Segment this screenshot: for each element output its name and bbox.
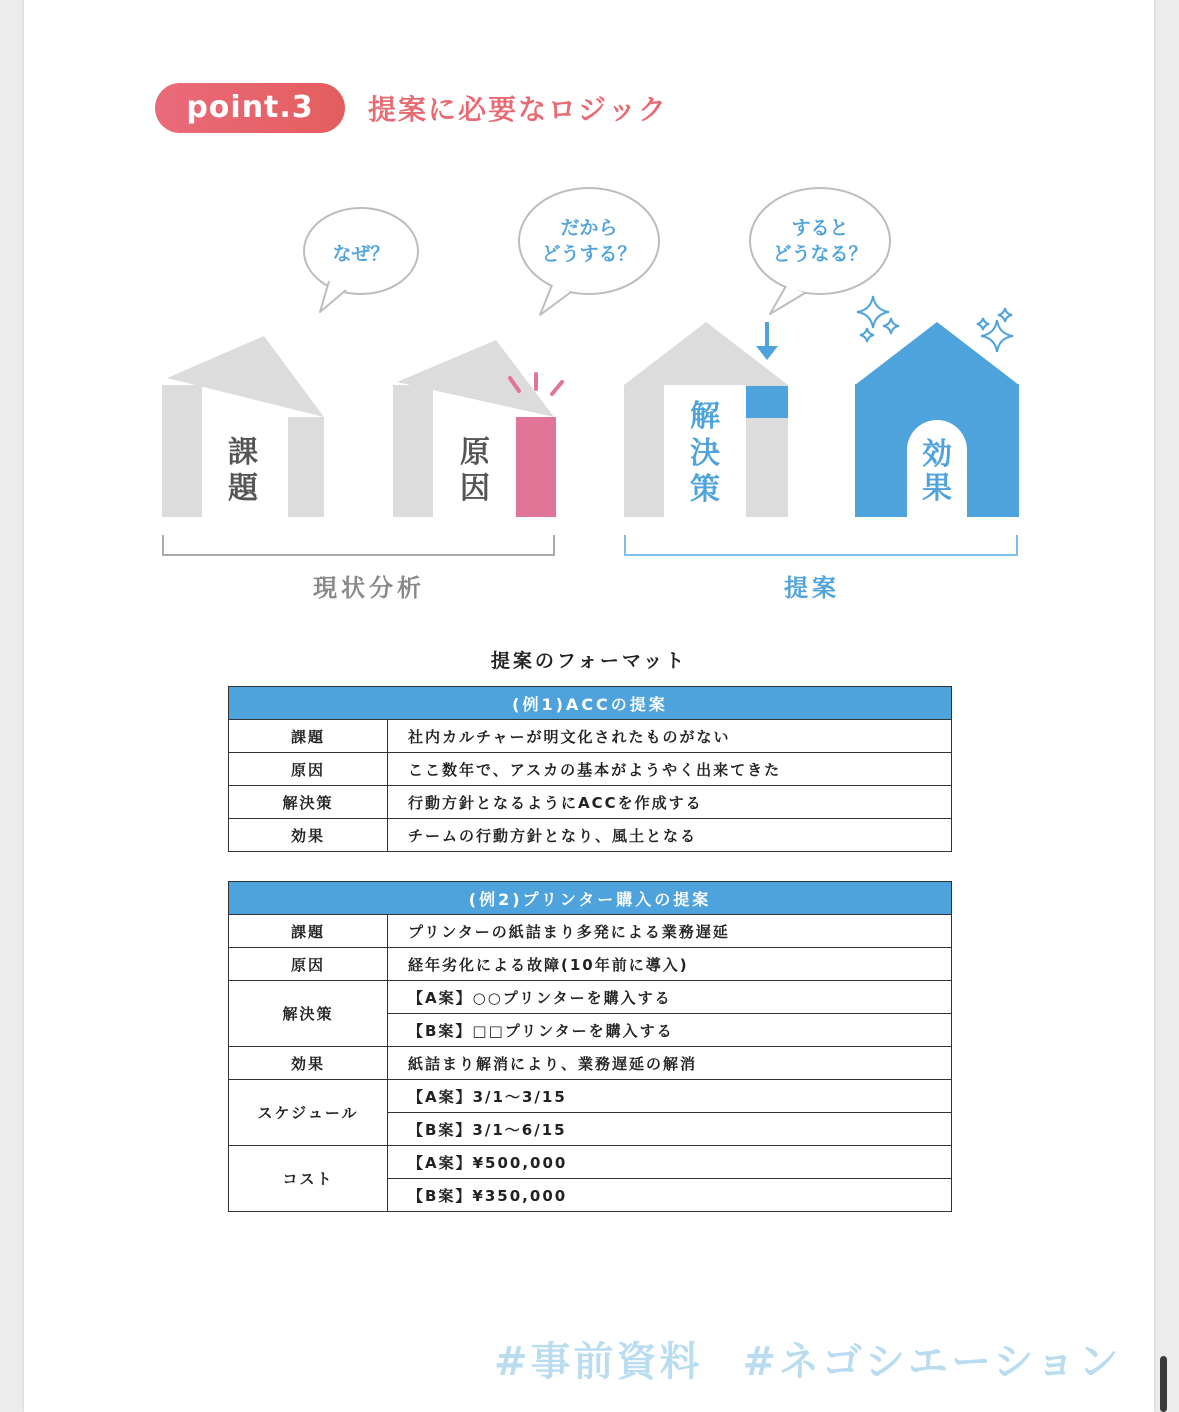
house-label: 題 bbox=[228, 471, 258, 506]
house-issue bbox=[162, 336, 324, 517]
bubble-text: なぜ？ bbox=[332, 243, 390, 265]
bubble-text: どうする？ bbox=[541, 243, 637, 265]
row-value: 経年劣化による故障(10年前に導入) bbox=[388, 948, 952, 981]
table-row bbox=[229, 753, 952, 786]
speech-bubble-why bbox=[304, 208, 418, 312]
row-key: スケジュール bbox=[229, 1080, 388, 1146]
row-key: 課題 bbox=[229, 915, 388, 948]
row-value: 【B案】¥350,000 bbox=[388, 1179, 952, 1212]
row-value: 【A案】¥500,000 bbox=[388, 1146, 952, 1179]
group-label-analysis: 現状分析 bbox=[313, 574, 425, 602]
row-value: 【B案】3/1〜6/15 bbox=[388, 1113, 952, 1146]
logic-diagram bbox=[24, 0, 1154, 620]
hashtags bbox=[494, 1330, 1161, 1387]
group-label-proposal: 提案 bbox=[784, 574, 840, 602]
row-key: 効果 bbox=[229, 1047, 388, 1080]
row-value: 行動方針となるようにACCを作成する bbox=[388, 786, 952, 819]
row-value: ここ数年で、アスカの基本がようやく出来てきた bbox=[388, 753, 952, 786]
hashtag-link[interactable]: #ネゴシエーション bbox=[742, 1339, 1122, 1385]
table-header: (例1)ACCの提案 bbox=[229, 687, 952, 720]
hashtag-link[interactable]: #事前資料 bbox=[494, 1339, 703, 1385]
bubble-text: すると bbox=[791, 217, 849, 239]
row-key: コスト bbox=[229, 1146, 388, 1212]
table-row bbox=[229, 786, 952, 819]
bracket-proposal bbox=[625, 535, 1017, 555]
table-row bbox=[229, 915, 952, 948]
table-header: (例2)プリンター購入の提案 bbox=[229, 882, 952, 915]
row-key: 効果 bbox=[229, 819, 388, 852]
row-key: 解決策 bbox=[229, 981, 388, 1047]
row-key: 解決策 bbox=[229, 786, 388, 819]
example1-table bbox=[228, 686, 952, 852]
table-row bbox=[229, 819, 952, 852]
table-row bbox=[229, 1080, 952, 1113]
house-label: 因 bbox=[460, 471, 490, 506]
point-badge: point.3 bbox=[155, 83, 345, 133]
table-row bbox=[229, 1047, 952, 1080]
row-value: 【A案】○○プリンターを購入する bbox=[388, 981, 952, 1014]
speech-bubble-so-what bbox=[519, 188, 659, 315]
speech-bubble-then-what bbox=[750, 188, 890, 314]
table-row bbox=[229, 720, 952, 753]
house-effect bbox=[855, 322, 1019, 517]
bubble-text: だから bbox=[560, 217, 618, 239]
row-key: 課題 bbox=[229, 720, 388, 753]
row-value: チームの行動方針となり、風土となる bbox=[388, 819, 952, 852]
example2-table bbox=[228, 881, 952, 1212]
house-cause bbox=[393, 340, 562, 517]
sparkle-icon bbox=[857, 296, 899, 342]
house-label: 効 bbox=[922, 437, 952, 472]
sparkle-icon bbox=[977, 308, 1013, 352]
row-value: 【A案】3/1〜3/15 bbox=[388, 1080, 952, 1113]
house-solution bbox=[624, 322, 788, 517]
table-row bbox=[229, 1146, 952, 1179]
row-key: 原因 bbox=[229, 753, 388, 786]
row-value: プリンターの紙詰まり多発による業務遅延 bbox=[388, 915, 952, 948]
row-value: 【B案】□□プリンターを購入する bbox=[388, 1014, 952, 1047]
table-header-row bbox=[229, 687, 952, 720]
table-row bbox=[229, 948, 952, 981]
table-header-row bbox=[229, 882, 952, 915]
row-value: 紙詰まり解消により、業務遅延の解消 bbox=[388, 1047, 952, 1080]
scrollbar-thumb[interactable] bbox=[1160, 1356, 1167, 1412]
house-label: 果 bbox=[922, 471, 952, 506]
house-label: 原 bbox=[460, 435, 490, 470]
bubble-text: どうなる？ bbox=[772, 243, 868, 265]
document-page bbox=[24, 0, 1154, 1412]
house-label: 解 bbox=[690, 399, 720, 434]
house-label: 策 bbox=[690, 472, 720, 507]
house-label: 決 bbox=[690, 436, 720, 471]
table-row bbox=[229, 981, 952, 1014]
section-title: 提案に必要なロジック bbox=[368, 93, 669, 126]
row-value: 社内カルチャーが明文化されたものがない bbox=[388, 720, 952, 753]
bracket-analysis bbox=[163, 535, 554, 555]
house-label: 課 bbox=[228, 435, 258, 470]
row-key: 原因 bbox=[229, 948, 388, 981]
table-caption: 提案のフォーマット bbox=[490, 650, 688, 672]
